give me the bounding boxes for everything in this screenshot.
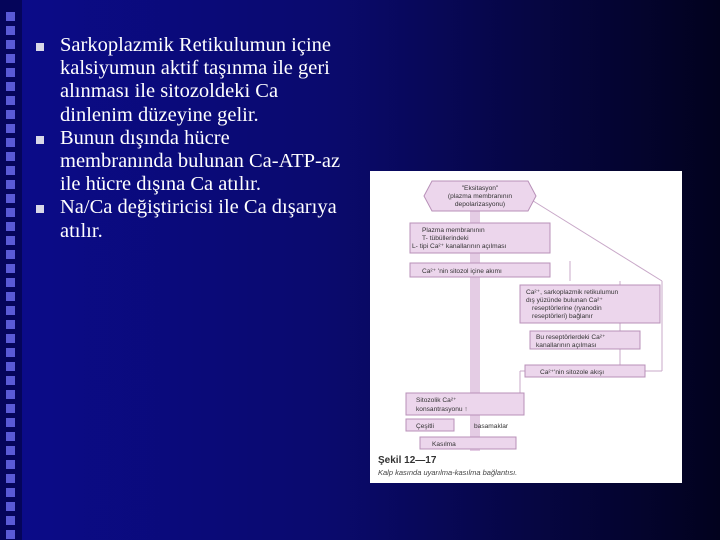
box-text: dış yüzünde bulunan Ca²⁺ xyxy=(526,297,603,304)
decorative-square xyxy=(6,40,15,49)
decorative-square xyxy=(6,390,15,399)
decorative-square xyxy=(6,152,15,161)
decorative-square xyxy=(6,166,15,175)
figure-caption: Kalp kasında uyarılma-kasılma bağlantısı. xyxy=(378,468,518,477)
decorative-square xyxy=(6,278,15,287)
box-text: "Eksitasyon" xyxy=(461,185,499,192)
decorative-square xyxy=(6,68,15,77)
box-text: basamaklar xyxy=(474,423,509,430)
decorative-square xyxy=(6,530,15,539)
decorative-square xyxy=(6,376,15,385)
decorative-square-strip xyxy=(0,0,22,540)
box-text: Ca²⁺'nin sitozole akışı xyxy=(540,369,605,376)
box-text: reseptörlerine (ryanodin xyxy=(532,305,602,312)
decorative-square xyxy=(6,96,15,105)
flowchart-figure xyxy=(370,171,682,483)
decorative-square xyxy=(6,418,15,427)
box-text: T- tübüllerindeki xyxy=(422,235,469,242)
decorative-square xyxy=(6,208,15,217)
decorative-square xyxy=(6,502,15,511)
bullet-marker xyxy=(36,205,44,213)
box-text: kanallarının açılması xyxy=(536,342,597,349)
decorative-square xyxy=(6,320,15,329)
decorative-square xyxy=(6,334,15,343)
decorative-square xyxy=(6,110,15,119)
decorative-square xyxy=(6,362,15,371)
box-text: depolarizasyonu) xyxy=(454,201,506,208)
figure-label: Şekil 12—17 xyxy=(378,455,437,466)
box-text: (plazma membranının xyxy=(447,193,513,200)
decorative-square xyxy=(6,194,15,203)
decorative-square xyxy=(6,82,15,91)
decorative-square xyxy=(6,54,15,63)
bullet-list xyxy=(36,34,346,243)
box-text: reseptörleri) bağlanır xyxy=(532,313,593,320)
decorative-square xyxy=(6,264,15,273)
box-text: konsantrasyonu ↑ xyxy=(416,406,468,413)
decorative-square xyxy=(6,12,15,21)
decorative-square xyxy=(6,432,15,441)
decorative-square xyxy=(6,180,15,189)
box-text: Bu reseptörlerdeki Ca²⁺ xyxy=(536,334,606,341)
decorative-square xyxy=(6,516,15,525)
box-text: Sitozolik Ca²⁺ xyxy=(416,397,457,404)
decorative-square xyxy=(6,222,15,231)
box-text: L- tipi Ca²⁺ kanallarının açılması xyxy=(412,243,507,250)
bullet-item xyxy=(36,34,346,127)
decorative-square xyxy=(6,250,15,259)
bullet-text: Sarkoplazmik Retikulumun içine kalsiyumun aktif taşınma ile geri alınması ile sitozoldeki Ca dinlenim düzeyine gelir. xyxy=(60,34,332,126)
box-text: Kasılma xyxy=(432,441,456,448)
decorative-square xyxy=(6,26,15,35)
decorative-square xyxy=(6,446,15,455)
bullet-text: Na/Ca değiştiricisi ile Ca dışarıya atılır. xyxy=(60,196,337,242)
decorative-square xyxy=(6,404,15,413)
bullet-item xyxy=(36,127,346,197)
box-text: Ca²⁺ 'nin sitozol içine akımı xyxy=(422,268,502,275)
bullet-text: Bunun dışında hücre membranında bulunan Ca-ATP-az ile hücre dışına Ca atılır. xyxy=(60,126,341,196)
decorative-square xyxy=(6,474,15,483)
box-text: Çeşitli xyxy=(416,423,434,430)
decorative-square xyxy=(6,124,15,133)
bullet-marker xyxy=(36,136,44,144)
decorative-square xyxy=(6,138,15,147)
flowchart-diagram xyxy=(370,171,682,483)
decorative-square xyxy=(6,488,15,497)
bullet-marker xyxy=(36,43,44,51)
decorative-square xyxy=(6,292,15,301)
decorative-square xyxy=(6,306,15,315)
decorative-square xyxy=(6,236,15,245)
bullet-item xyxy=(36,196,346,242)
decorative-square xyxy=(6,460,15,469)
decorative-square xyxy=(6,348,15,357)
box-text: Ca²⁺, sarkoplazmik retikulumun xyxy=(526,289,619,296)
box-text: Plazma membranının xyxy=(422,227,485,234)
